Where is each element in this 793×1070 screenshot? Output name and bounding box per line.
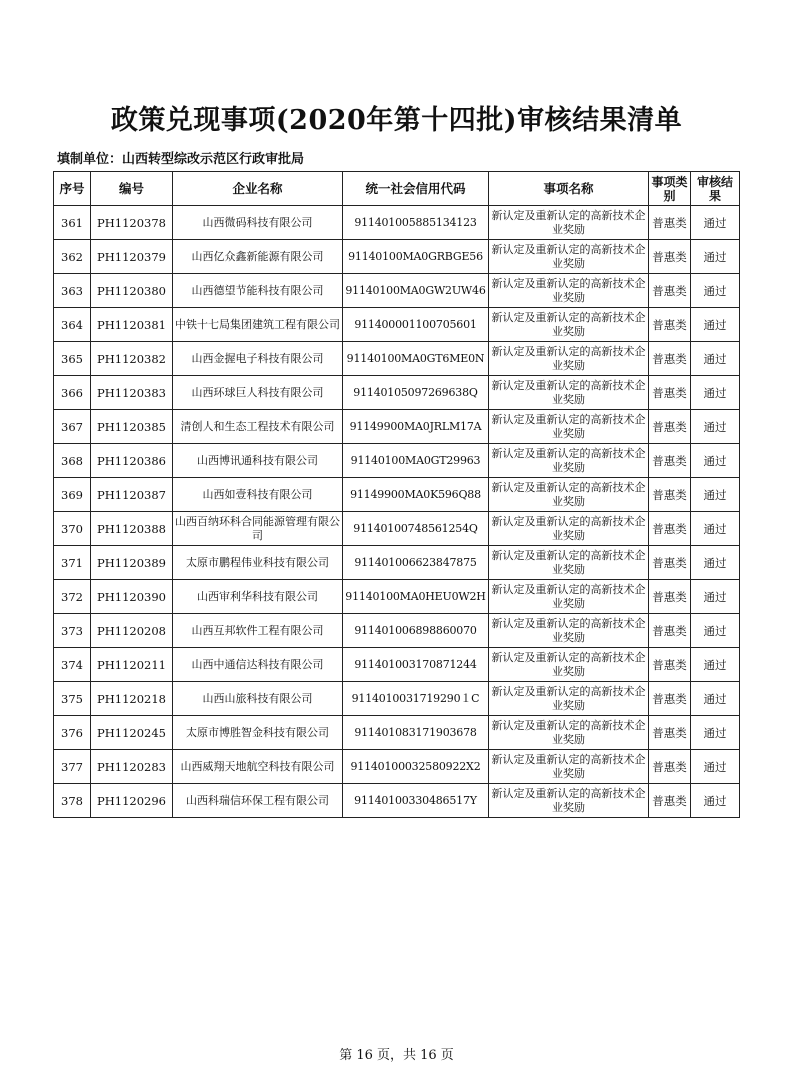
cell-num: PH1120245 [91,716,173,750]
cell-credit-code: 91140105097269638Q [343,376,489,410]
cell-seq: 377 [54,750,91,784]
cell-item-name: 新认定及重新认定的高新技术企业奖励 [489,716,649,750]
cell-credit-code: 911400001100705601 [343,308,489,342]
cell-item-name: 新认定及重新认定的高新技术企业奖励 [489,750,649,784]
cell-company: 山西博讯通科技有限公司 [173,444,343,478]
cell-company: 山西德望节能科技有限公司 [173,274,343,308]
cell-credit-code: 911401006623847875 [343,546,489,580]
cell-item-name: 新认定及重新认定的高新技术企业奖励 [489,648,649,682]
cell-result: 通过 [691,376,740,410]
cell-company: 山西中通信达科技有限公司 [173,648,343,682]
cell-num: PH1120378 [91,206,173,240]
cell-num: PH1120390 [91,580,173,614]
cell-result: 通过 [691,750,740,784]
cell-item-type: 普惠类 [649,512,691,546]
table-row [54,274,740,308]
table-row [54,512,740,546]
cell-credit-code: 91140100MA0GT29963 [343,444,489,478]
table-header-row [54,172,740,206]
cell-item-type: 普惠类 [649,546,691,580]
cell-num: PH1120382 [91,342,173,376]
cell-seq: 370 [54,512,91,546]
cell-result: 通过 [691,478,740,512]
table-row [54,614,740,648]
cell-result: 通过 [691,444,740,478]
header-result: 审核结果 [691,172,740,206]
cell-item-type: 普惠类 [649,614,691,648]
cell-credit-code: 91140100MA0GW2UW46 [343,274,489,308]
cell-item-type: 普惠类 [649,308,691,342]
cell-seq: 364 [54,308,91,342]
table-row [54,444,740,478]
cell-result: 通过 [691,614,740,648]
header-company: 企业名称 [173,172,343,206]
cell-num: PH1120381 [91,308,173,342]
cell-item-type: 普惠类 [649,716,691,750]
cell-item-type: 普惠类 [649,580,691,614]
cell-seq: 363 [54,274,91,308]
table-row [54,546,740,580]
cell-result: 通过 [691,308,740,342]
cell-company: 中铁十七局集团建筑工程有限公司 [173,308,343,342]
cell-credit-code: 911401005885134123 [343,206,489,240]
table-row [54,682,740,716]
cell-company: 山西百纳环科合同能源管理有限公司 [173,512,343,546]
cell-num: PH1120389 [91,546,173,580]
filling-unit: 填制单位：山西转型综改示范区行政审批局 [57,152,305,167]
cell-credit-code: 91149900MA0K596Q88 [343,478,489,512]
cell-num: PH1120383 [91,376,173,410]
cell-item-type: 普惠类 [649,478,691,512]
cell-company: 太原市鹏程伟业科技有限公司 [173,546,343,580]
cell-item-name: 新认定及重新认定的高新技术企业奖励 [489,240,649,274]
cell-result: 通过 [691,410,740,444]
cell-seq: 373 [54,614,91,648]
document-title: 政策兑现事项(2020年第十四批)审核结果清单 [110,105,683,136]
table-row [54,750,740,784]
cell-item-name: 新认定及重新认定的高新技术企业奖励 [489,546,649,580]
cell-credit-code: 911401003170871244 [343,648,489,682]
cell-credit-code: 9114010031719290１C [343,682,489,716]
header-num: 编号 [91,172,173,206]
cell-item-name: 新认定及重新认定的高新技术企业奖励 [489,444,649,478]
cell-item-name: 新认定及重新认定的高新技术企业奖励 [489,308,649,342]
cell-item-name: 新认定及重新认定的高新技术企业奖励 [489,342,649,376]
cell-num: PH1120211 [91,648,173,682]
cell-num: PH1120296 [91,784,173,818]
table-row [54,716,740,750]
cell-seq: 372 [54,580,91,614]
cell-item-type: 普惠类 [649,682,691,716]
cell-item-name: 新认定及重新认定的高新技术企业奖励 [489,274,649,308]
cell-company: 清创人和生态工程技术有限公司 [173,410,343,444]
cell-seq: 378 [54,784,91,818]
cell-num: PH1120283 [91,750,173,784]
cell-item-name: 新认定及重新认定的高新技术企业奖励 [489,512,649,546]
cell-credit-code: 91140100330486517Y [343,784,489,818]
cell-num: PH1120387 [91,478,173,512]
cell-credit-code: 91140100032580922X2 [343,750,489,784]
cell-result: 通过 [691,512,740,546]
cell-num: PH1120388 [91,512,173,546]
cell-result: 通过 [691,784,740,818]
cell-company: 山西如壹科技有限公司 [173,478,343,512]
cell-company: 太原市博胜智金科技有限公司 [173,716,343,750]
header-item-type: 事项类别 [649,172,691,206]
cell-item-type: 普惠类 [649,342,691,376]
cell-result: 通过 [691,682,740,716]
cell-item-type: 普惠类 [649,648,691,682]
table-row [54,410,740,444]
cell-seq: 368 [54,444,91,478]
cell-seq: 376 [54,716,91,750]
cell-result: 通过 [691,240,740,274]
cell-seq: 366 [54,376,91,410]
cell-company: 山西科瑞信环保工程有限公司 [173,784,343,818]
cell-company: 山西环球巨人科技有限公司 [173,376,343,410]
cell-seq: 361 [54,206,91,240]
table-row [54,478,740,512]
cell-item-name: 新认定及重新认定的高新技术企业奖励 [489,206,649,240]
header-item-name: 事项名称 [489,172,649,206]
cell-company: 山西金握电子科技有限公司 [173,342,343,376]
cell-credit-code: 91140100748561254Q [343,512,489,546]
cell-num: PH1120385 [91,410,173,444]
cell-result: 通过 [691,580,740,614]
cell-company: 山西山旅科技有限公司 [173,682,343,716]
cell-credit-code: 91140100MA0GRBGE56 [343,240,489,274]
table-row [54,240,740,274]
cell-item-type: 普惠类 [649,444,691,478]
cell-num: PH1120379 [91,240,173,274]
cell-item-name: 新认定及重新认定的高新技术企业奖励 [489,580,649,614]
cell-result: 通过 [691,716,740,750]
page-footer: 第 16 页，共 16 页 [339,1048,454,1063]
table-row [54,206,740,240]
cell-num: PH1120380 [91,274,173,308]
cell-item-type: 普惠类 [649,240,691,274]
cell-item-name: 新认定及重新认定的高新技术企业奖励 [489,410,649,444]
cell-seq: 369 [54,478,91,512]
table-row [54,308,740,342]
cell-company: 山西亿众鑫新能源有限公司 [173,240,343,274]
cell-result: 通过 [691,206,740,240]
table-row [54,648,740,682]
table-body [54,206,740,818]
cell-item-name: 新认定及重新认定的高新技术企业奖励 [489,376,649,410]
cell-seq: 375 [54,682,91,716]
cell-item-name: 新认定及重新认定的高新技术企业奖励 [489,784,649,818]
table-row [54,580,740,614]
cell-num: PH1120208 [91,614,173,648]
cell-item-type: 普惠类 [649,376,691,410]
cell-company: 山西威翔天地航空科技有限公司 [173,750,343,784]
cell-result: 通过 [691,342,740,376]
cell-credit-code: 91140100MA0HEU0W2H [343,580,489,614]
cell-company: 山西互邦软件工程有限公司 [173,614,343,648]
cell-num: PH1120218 [91,682,173,716]
cell-result: 通过 [691,546,740,580]
table-row [54,784,740,818]
header-credit-code: 统一社会信用代码 [343,172,489,206]
cell-credit-code: 91149900MA0JRLM17A [343,410,489,444]
cell-seq: 367 [54,410,91,444]
cell-seq: 362 [54,240,91,274]
header-seq: 序号 [54,172,91,206]
cell-result: 通过 [691,274,740,308]
cell-seq: 371 [54,546,91,580]
cell-item-name: 新认定及重新认定的高新技术企业奖励 [489,478,649,512]
cell-credit-code: 91140100MA0GT6ME0N [343,342,489,376]
table-row [54,376,740,410]
cell-item-type: 普惠类 [649,750,691,784]
cell-seq: 365 [54,342,91,376]
cell-seq: 374 [54,648,91,682]
cell-company: 山西微码科技有限公司 [173,206,343,240]
cell-item-type: 普惠类 [649,784,691,818]
cell-company: 山西审利华科技有限公司 [173,580,343,614]
table-row [54,342,740,376]
cell-item-type: 普惠类 [649,206,691,240]
cell-item-name: 新认定及重新认定的高新技术企业奖励 [489,682,649,716]
cell-result: 通过 [691,648,740,682]
cell-credit-code: 911401006898860070 [343,614,489,648]
cell-num: PH1120386 [91,444,173,478]
cell-credit-code: 911401083171903678 [343,716,489,750]
cell-item-type: 普惠类 [649,274,691,308]
cell-item-type: 普惠类 [649,410,691,444]
cell-item-name: 新认定及重新认定的高新技术企业奖励 [489,614,649,648]
results-table [53,171,740,818]
